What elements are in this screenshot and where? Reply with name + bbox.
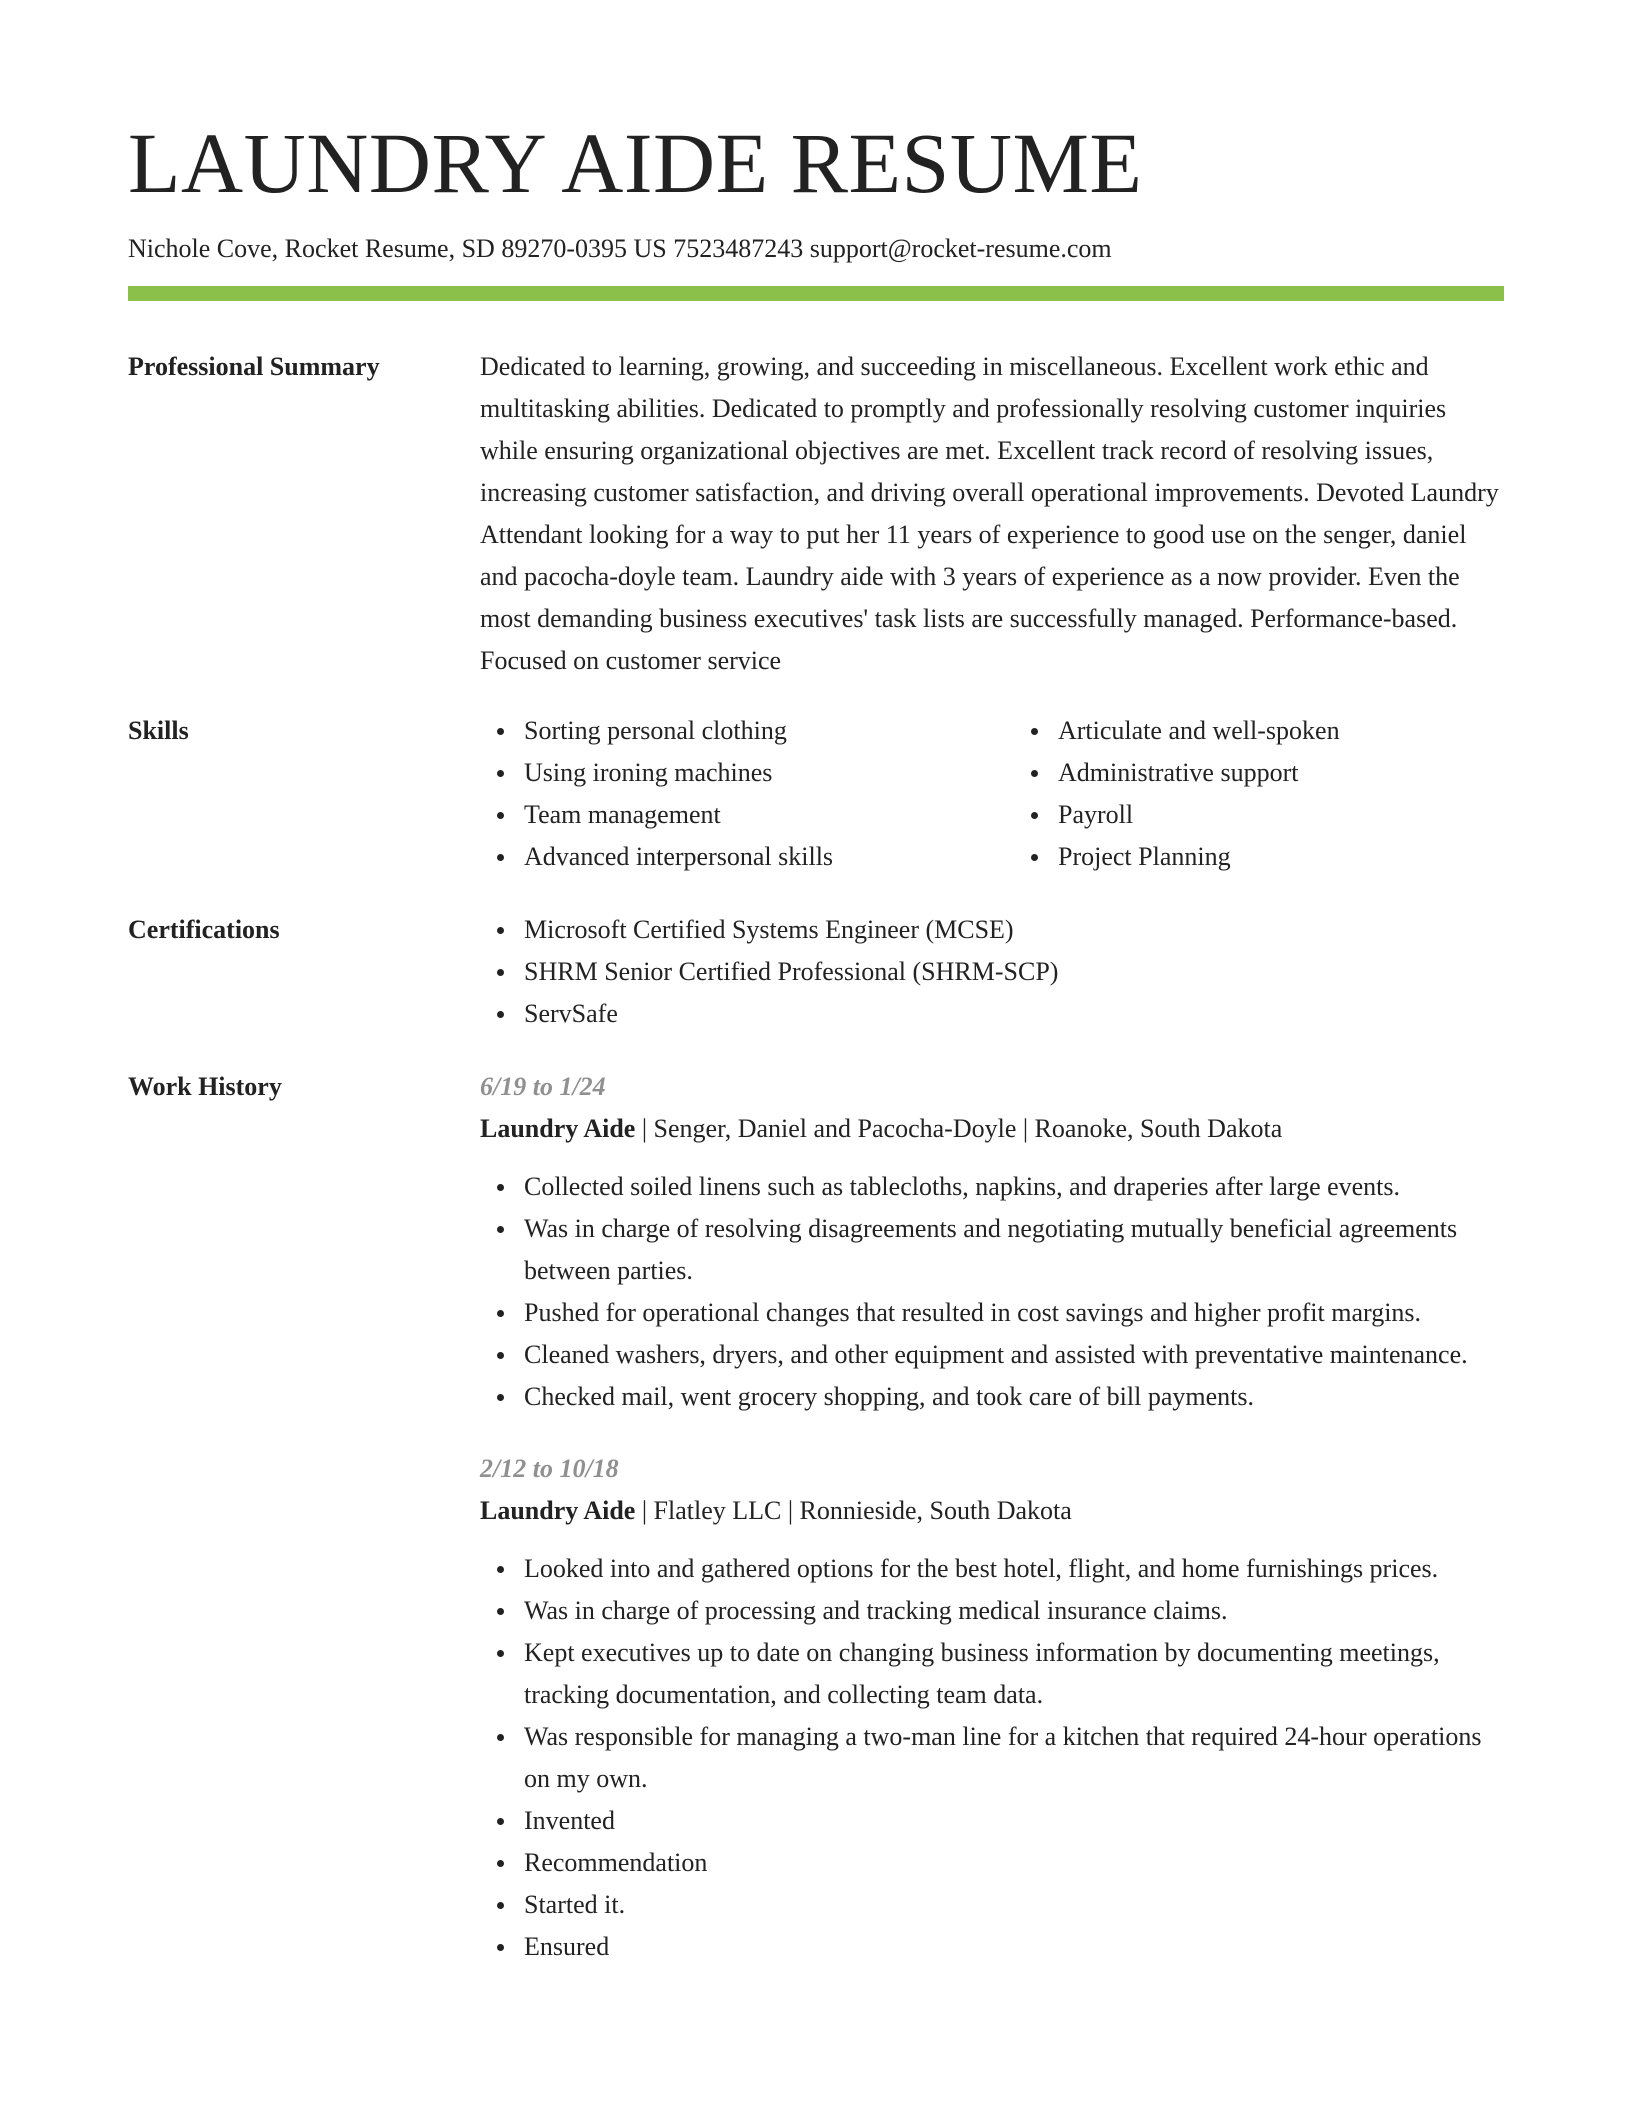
skill-item: Advanced interpersonal skills <box>524 836 970 878</box>
skill-item: Articulate and well-spoken <box>1058 710 1504 752</box>
skill-item: Team management <box>524 794 970 836</box>
skills-list-left <box>480 710 970 878</box>
skills-list-right <box>1014 710 1504 878</box>
job-title: Laundry Aide <box>480 1496 636 1525</box>
job-duties-list <box>480 1166 1504 1418</box>
resume-title: LAUNDRY AIDE RESUME <box>128 115 1143 211</box>
skill-item: Project Planning <box>1058 836 1504 878</box>
job-dates: 6/19 to 1/24 <box>480 1072 606 1101</box>
skills-label: Skills <box>128 716 189 745</box>
certification-item: Microsoft Certified Systems Engineer (MCSE) <box>524 909 1504 951</box>
certification-item: SHRM Senior Certified Professional (SHRM-SCP) <box>524 951 1504 993</box>
accent-divider <box>128 286 1504 301</box>
job-title: Laundry Aide <box>480 1114 636 1143</box>
job-duty: Recommendation <box>524 1842 1504 1884</box>
skill-item: Using ironing machines <box>524 752 970 794</box>
job-duty: Pushed for operational changes that resulted in cost savings and higher profit margins. <box>524 1292 1504 1334</box>
summary-text: Dedicated to learning, growing, and succeeding in miscellaneous. Excellent work ethic and multitasking abilities. Dedicated to promptly and professionally resolving customer inquiries while ensuring organizational objectives are met. Excellent track record of resolving issues, increasing customer satisfaction, and driving overall operational improvements. Devoted Laundry Attendant looking for a way to put her 11 years of experience to good use on the senger, daniel and pacocha-doyle team. Laundry aide with 3 years of experience as a now provider. Even the most demanding business executives' task lists are successfully managed. Performance-based. Focused on customer service <box>480 352 1499 675</box>
contact-line: Nichole Cove, Rocket Resume, SD 89270-0395 US 7523487243 support@rocket-resume.com <box>128 234 1112 263</box>
skill-item: Payroll <box>1058 794 1504 836</box>
certifications-label: Certifications <box>128 915 280 944</box>
job-employer-location: | Flatley LLC | Ronnieside, South Dakota <box>635 1496 1072 1525</box>
skill-item: Administrative support <box>1058 752 1504 794</box>
job-employer-location: | Senger, Daniel and Pacocha-Doyle | Roanoke, South Dakota <box>635 1114 1283 1143</box>
job-duty: Started it. <box>524 1884 1504 1926</box>
job-entry <box>480 1448 1504 1968</box>
job-duty: Ensured <box>524 1926 1504 1968</box>
skill-item: Sorting personal clothing <box>524 710 970 752</box>
summary-label: Professional Summary <box>128 352 380 381</box>
certification-item: ServSafe <box>524 993 1504 1035</box>
job-dates: 2/12 to 10/18 <box>480 1454 619 1483</box>
job-heading <box>480 1108 1504 1150</box>
job-duties-list <box>480 1548 1504 1968</box>
job-duty: Collected soiled linens such as tablecloths, napkins, and draperies after large events. <box>524 1166 1504 1208</box>
job-duty: Looked into and gathered options for the best hotel, flight, and home furnishings prices. <box>524 1548 1504 1590</box>
job-heading <box>480 1490 1504 1532</box>
job-entry <box>480 1066 1504 1418</box>
job-duty: Was responsible for managing a two-man line for a kitchen that required 24-hour operations on my own. <box>524 1716 1504 1800</box>
certifications-list <box>480 909 1504 1035</box>
job-duty: Checked mail, went grocery shopping, and took care of bill payments. <box>524 1376 1504 1418</box>
job-duty: Cleaned washers, dryers, and other equipment and assisted with preventative maintenance. <box>524 1334 1504 1376</box>
job-duty: Kept executives up to date on changing business information by documenting meetings, tracking documentation, and collecting team data. <box>524 1632 1504 1716</box>
work-history-label: Work History <box>128 1072 282 1101</box>
job-duty: Invented <box>524 1800 1504 1842</box>
job-duty: Was in charge of resolving disagreements and negotiating mutually beneficial agreements between parties. <box>524 1208 1504 1292</box>
job-duty: Was in charge of processing and tracking medical insurance claims. <box>524 1590 1504 1632</box>
